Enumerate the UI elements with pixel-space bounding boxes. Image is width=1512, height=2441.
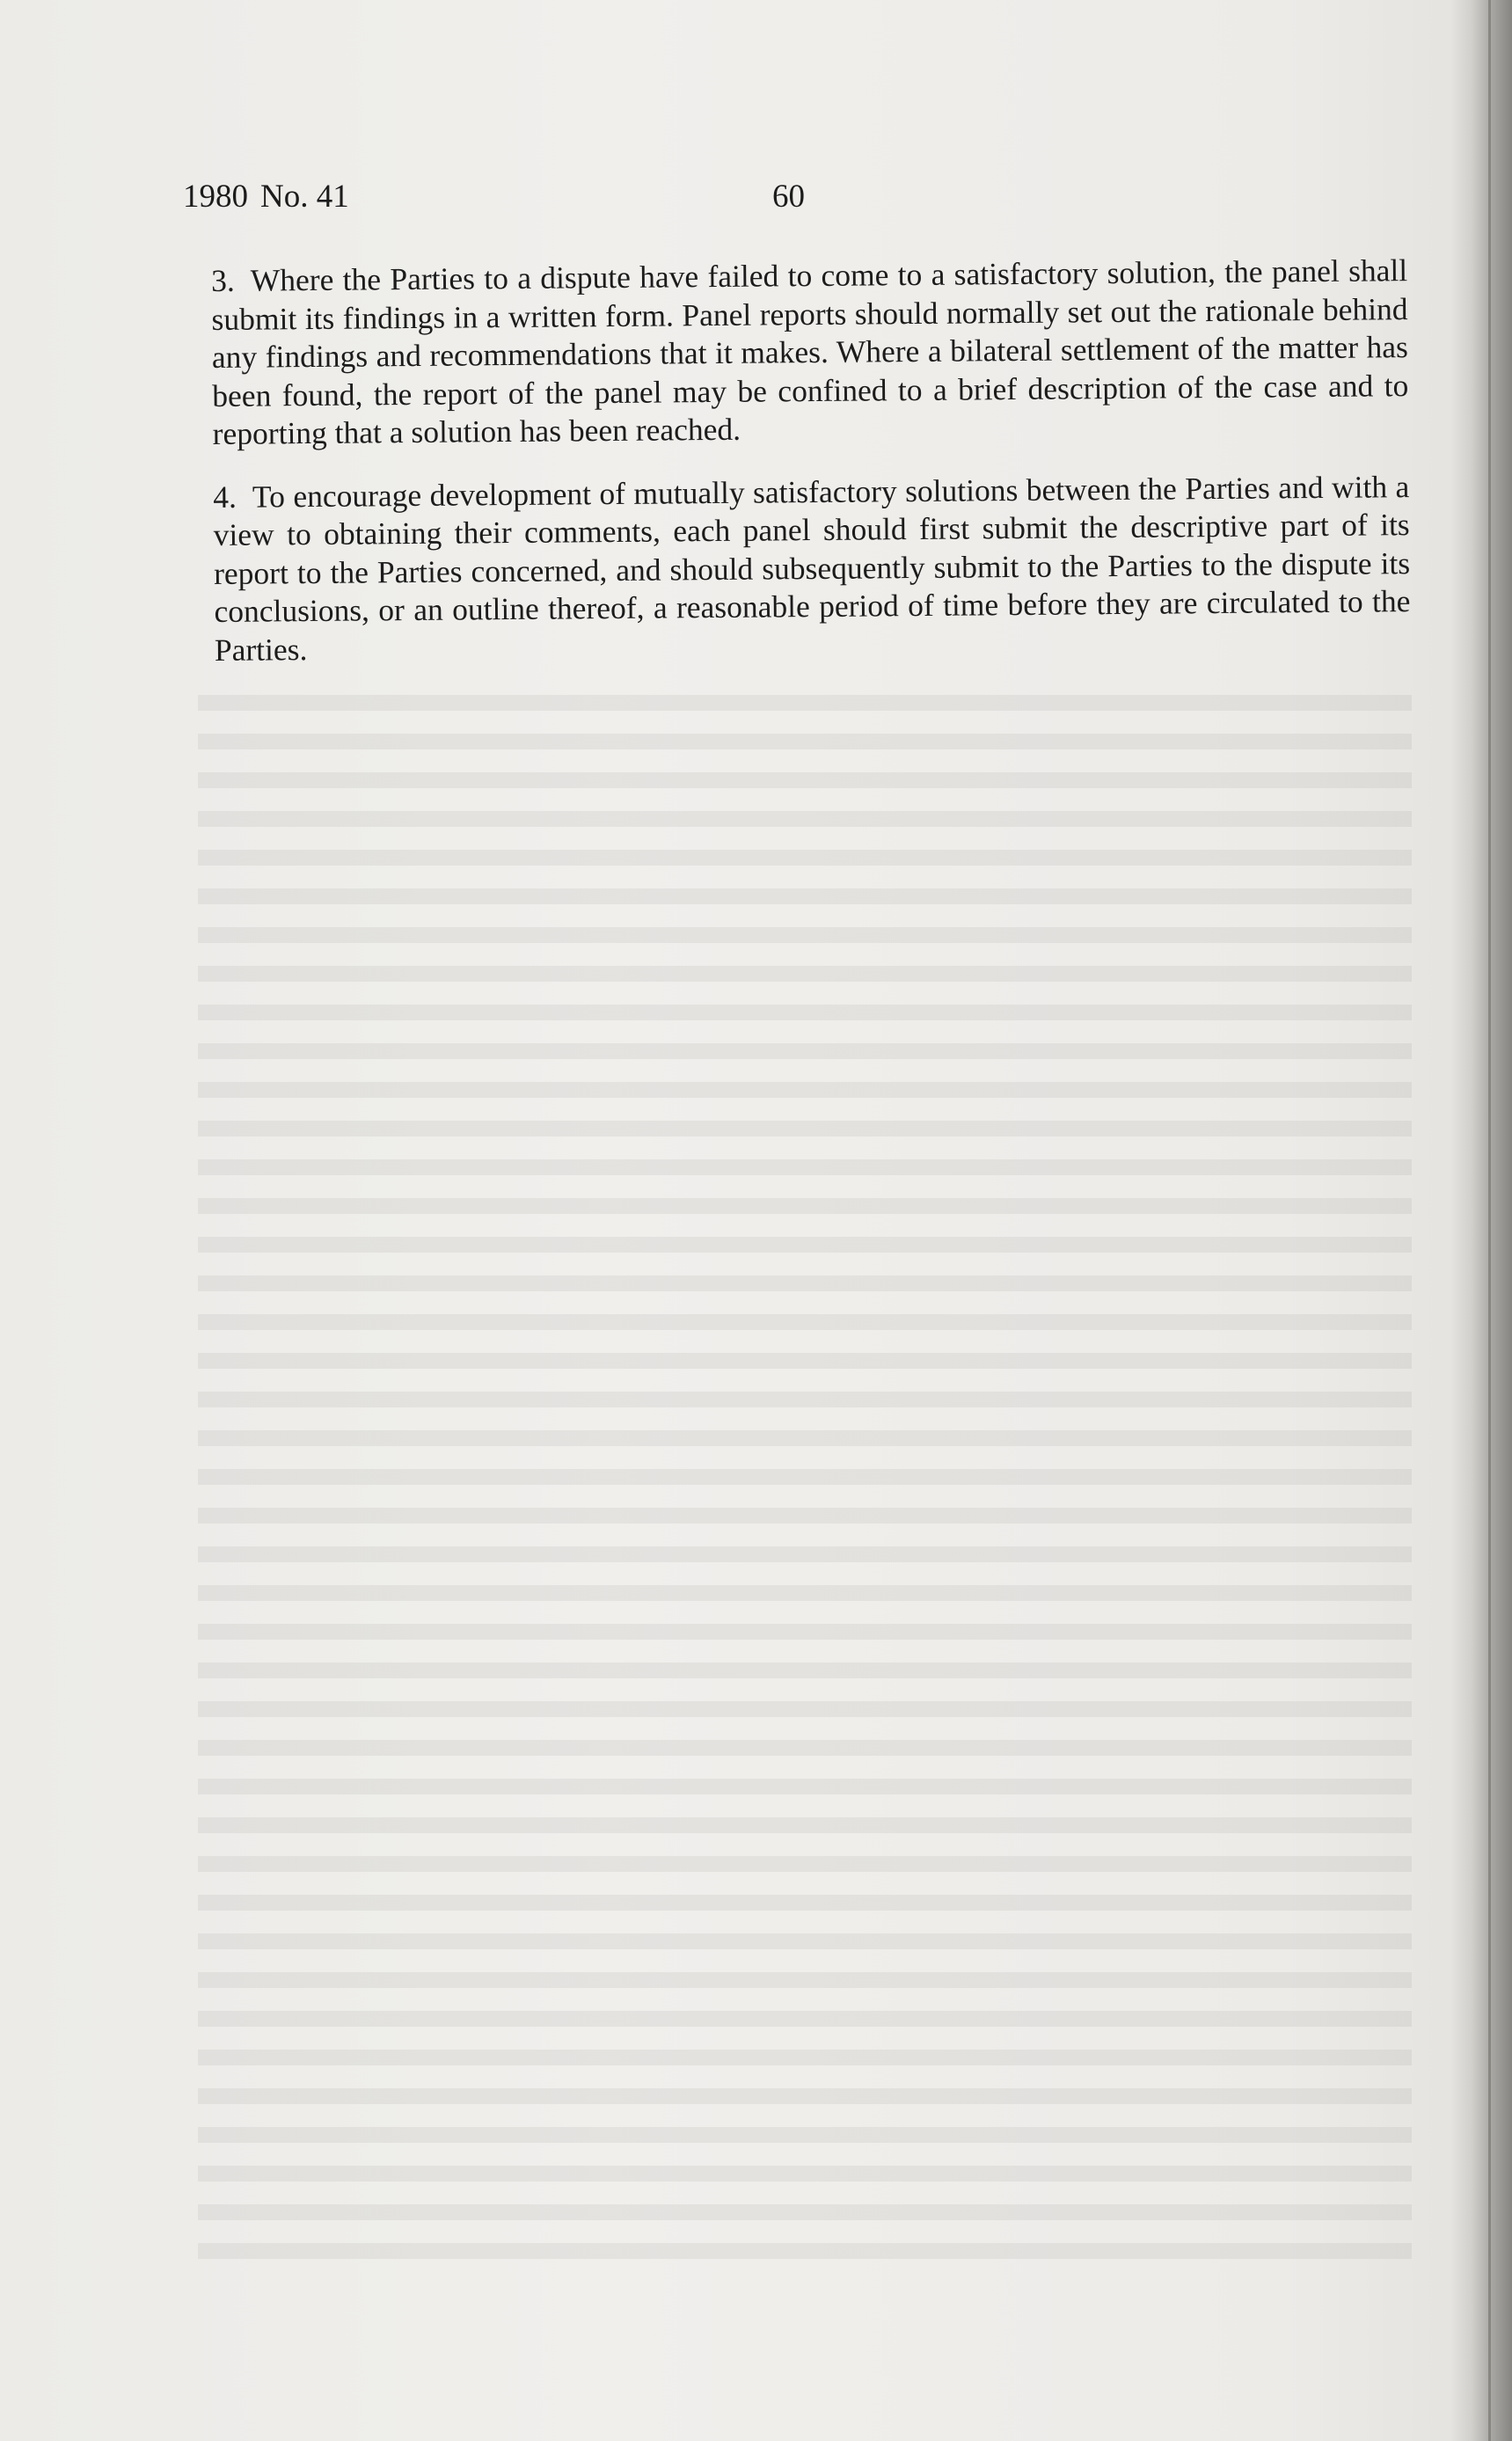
paragraph-3	[211, 252, 1409, 453]
binding-shadow	[1450, 0, 1512, 2441]
paragraph-4	[213, 468, 1411, 669]
page-number: 60	[772, 179, 805, 215]
document-number: No. 41	[260, 179, 349, 215]
document-reference	[183, 178, 349, 216]
paragraph-text: To encourage development of mutually satisfactory solutions between the Parties and with a view to obtaining their comments, each panel should first submit the descriptive part of its report to the Parties concerned, and should subsequently submit to the Parties to the dispute its conclusions, or an outline thereof, a reasonable period of time before they are circulated to the Parties.	[213, 468, 1411, 668]
show-through-text	[198, 695, 1412, 2278]
paragraph-number: 4.	[213, 479, 237, 515]
binding-edge	[1488, 0, 1491, 2441]
page-header	[183, 178, 1397, 230]
document-year: 1980	[183, 179, 248, 215]
paragraph-text: Where the Parties to a dispute have failed to come to a satisfactory solution, the panel shall submit its findings in a written form. Panel reports should normally set out the rationale behind any findings and recommendations that it makes. Where a bilateral settlement of the matter has been found, the report of the panel may be confined to a brief description of the case and to reporting that a solution has been reached.	[211, 252, 1409, 451]
document-body	[211, 252, 1411, 694]
paragraph-number: 3.	[211, 262, 235, 298]
